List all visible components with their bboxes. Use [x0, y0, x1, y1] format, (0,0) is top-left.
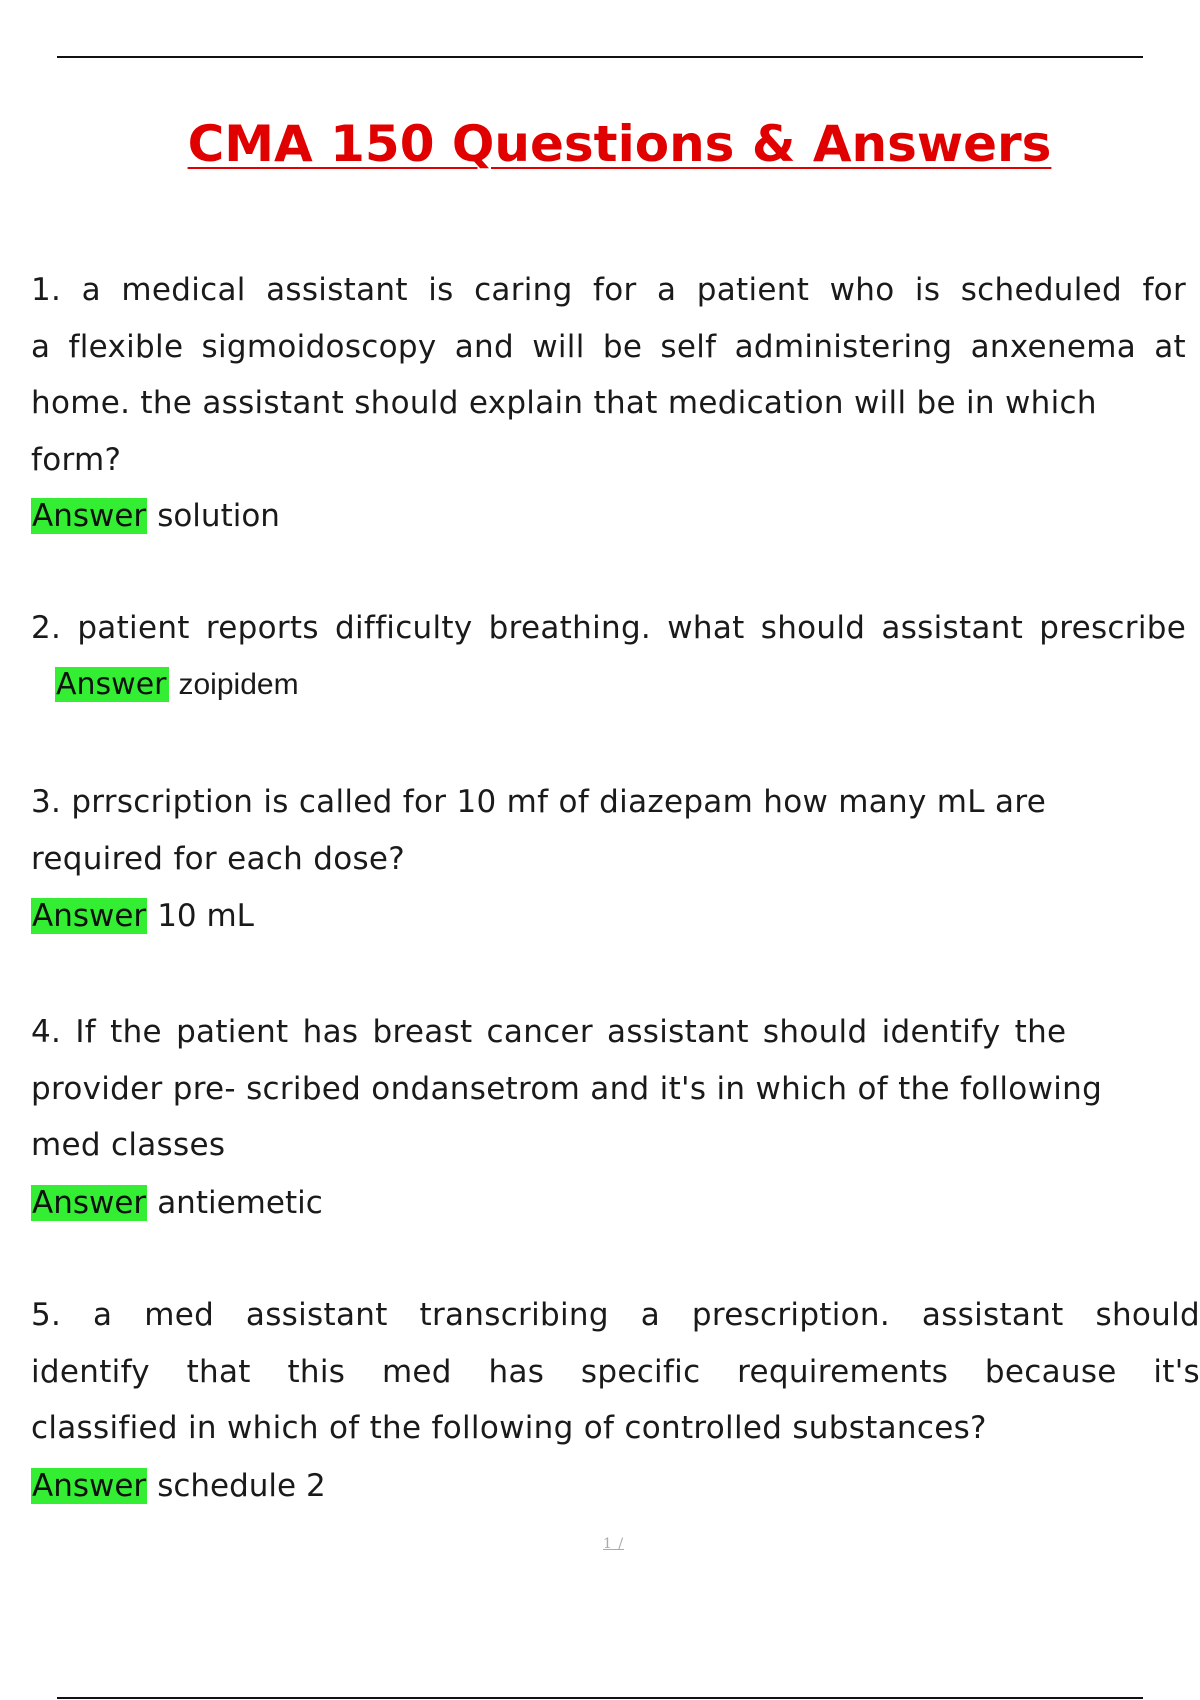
- question-5-line-2: identify that this med has specific requirements because it's: [31, 1353, 1200, 1390]
- answer-1: [31, 496, 280, 536]
- answer-value: 10 mL: [157, 898, 254, 934]
- question-5-line-1: 5. a med assistant transcribing a prescription. assistant should: [31, 1297, 1200, 1333]
- answer-4: [31, 1183, 323, 1223]
- answer-2: [55, 665, 299, 705]
- bottom-rule: [57, 1697, 1143, 1699]
- question-1: [31, 262, 1186, 488]
- answer-value: schedule 2: [157, 1468, 326, 1504]
- question-1-line-3: home. the assistant should explain that medication will be in which: [31, 385, 1097, 421]
- answer-label: Answer: [32, 498, 147, 534]
- question-2-line-1: 2. patient reports difficulty breathing. what should assistant prescribe: [31, 610, 1187, 646]
- answer-value: antiemetic: [157, 1185, 323, 1221]
- question-1-line-1: 1. a medical assistant is caring for a patient who is scheduled for: [31, 272, 1186, 308]
- question-4-line-1: 4. If the patient has breast cancer assistant should identify the: [31, 1014, 1067, 1050]
- answer-label: Answer: [32, 898, 147, 934]
- question-1-line-2: a flexible sigmoidoscopy and will be self administering anxenema at: [31, 328, 1186, 365]
- question-5: [31, 1287, 1200, 1457]
- answer-label: Answer: [32, 1468, 147, 1504]
- answer-label: Answer: [56, 667, 167, 702]
- question-3-line-1: 3. prrscription is called for 10 mf of diazepam how many mL are: [31, 784, 1047, 820]
- question-3: [31, 774, 1186, 887]
- answer-value: zoipidem: [178, 668, 299, 701]
- answer-value: solution: [157, 498, 280, 534]
- question-5-line-3: classified in which of the following of controlled substances?: [31, 1410, 987, 1446]
- question-2: [31, 600, 1200, 657]
- question-4: [31, 1004, 1186, 1174]
- top-rule: [57, 56, 1143, 58]
- answer-3: [31, 896, 254, 936]
- document-title: CMA 150 Questions & Answers: [187, 115, 1052, 173]
- question-3-line-2: required for each dose?: [31, 840, 406, 877]
- question-1-line-4: form?: [31, 441, 122, 478]
- question-4-line-2: provider pre- scribed ondansetrom and it's in which of the following: [31, 1070, 1103, 1107]
- answer-5: [31, 1466, 326, 1506]
- page-number: 1 /: [603, 1536, 625, 1552]
- question-4-line-3: med classes: [31, 1127, 226, 1163]
- answer-label: Answer: [32, 1185, 147, 1221]
